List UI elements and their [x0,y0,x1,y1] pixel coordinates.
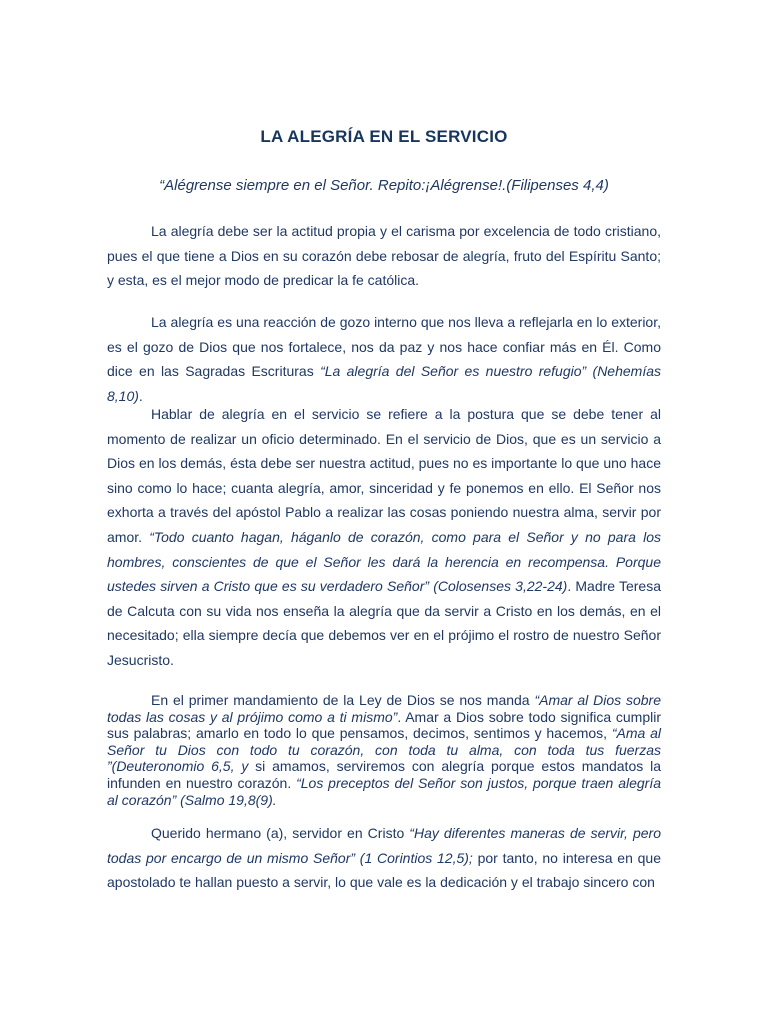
italic-quote: “Los preceptos del Señor son justos, porque traen alegría al corazón” (Salmo 19,8(9). [107,774,661,808]
paragraph-4 [107,692,661,808]
italic-quote: “Hay diferentes maneras de servir, pero todas por encargo de un mismo Señor” (1 Corintios 12,5); [107,825,661,866]
paragraph-3 [107,402,661,673]
paragraph-2 [107,310,661,408]
text-run: . Amar a Dios sobre todo significa cumplir sus palabras; amarlo en todo lo que pensamos, decimos, sentimos y hacemos, [107,708,661,742]
text-run: Hablar de alegría en el servicio se refiere a la postura que se debe tener al momento de realizar un oficio determinado. En el servicio de Dios, que es un servicio a Dios en los demás, ésta debe ser nuestra actitud, pues no es importante lo que uno hace sino como lo hace; cuanta alegría, amor, sinceridad y fe ponemos en ello. El Señor nos exhorta a través del apóstol Pablo a realizar las cosas poniendo nuestra alma, servir por amor. [107,406,661,545]
text-run: . [138,387,143,404]
text-run: Querido hermano (a), servidor en Cristo [151,825,410,841]
italic-quote: “La alegría del Señor es nuestro refugio” (Nehemías 8,10) [107,363,662,404]
italic-quote: “Amar al Dios sobre todas las cosas y al prójimo como a ti mismo” [107,692,662,725]
text-run: La alegría debe ser la actitud propia y el carisma por excelencia de todo cristiano, pues el que tiene a Dios en su corazón debe rebosar de alegría, fruto del Espíritu Santo; y esta, es el mejor modo de predicar la fe católica. [107,223,661,289]
text-run: En el primer mandamiento de la Ley de Dios se nos manda [151,692,535,708]
italic-quote: “Todo cuanto hagan, háganlo de corazón, como para el Señor y no para los hombres, conscientes de que el Señor les dará la herencia en recompensa. Porque ustedes sirven a Cristo que es su verdadero Señor” (Colosenses 3,22-24) [107,528,661,595]
document-title: LA ALEGRÍA EN EL SERVICIO [260,127,508,146]
document-subtitle: “Alégrense siempre en el Señor. Repito:¡Alégrense!.(Filipenses 4,4) [159,177,609,194]
text-run: . Madre Teresa de Calcuta con su vida nos enseña la alegría que da servir a Cristo en los demás, en el necesitado; ella siempre decía que debemos ver en el prójimo el rostro de nuestro Señor Jesucristo. [107,578,661,668]
paragraph-5 [107,821,661,895]
text-run: La alegría es una reacción de gozo interno que nos lleva a reflejarla en lo exterior, es el gozo de Dios que nos fortalece, nos da paz y nos hace confiar más en Él. Como dice en las Sagradas Escrituras [107,314,661,380]
paragraph-1 [107,219,661,293]
text-run: por tanto, no interesa en que apostolado te hallan puesto a servir, lo que vale es la dedicación y el trabajo sincero con [107,849,661,891]
italic-quote: “Ama al Señor tu Dios con todo tu corazón, con toda tu alma, con toda tus fuerzas ”(Deuteronomio 6,5, y [107,725,661,775]
text-run: si amamos, serviremos con alegría porque estos mandatos la infunden en nuestro corazón. [107,758,661,791]
